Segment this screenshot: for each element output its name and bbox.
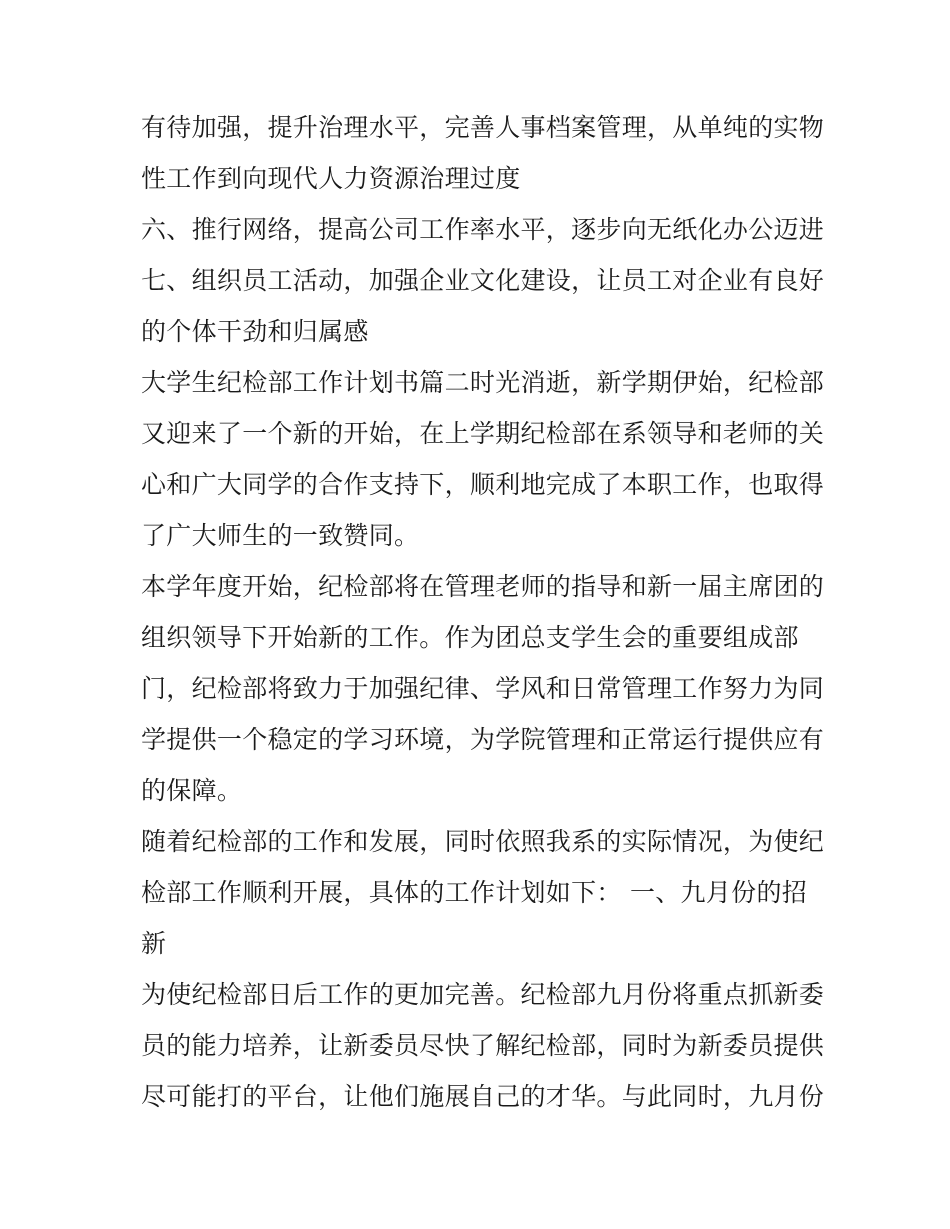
text-line: 学提供一个稳定的学习环境，为学院管理和正常运行提供应有 [141, 725, 825, 754]
text-line: 随着纪检部的工作和发展，同时依照我系的实际情况，为使纪 [141, 827, 825, 856]
text-line: 七、组织员工活动，加强企业文化建设，让员工对企业有良好 [141, 266, 825, 295]
text-line: 大学生纪检部工作计划书篇二时光消逝，新学期伊始，纪检部 [141, 368, 825, 397]
text-line: 检部工作顺利开展，具体的工作计划如下： 一、九月份的招 [141, 878, 808, 907]
text-line: 了广大师生的一致赞同。 [141, 521, 420, 550]
text-line: 心和广大同学的合作支持下，顺利地完成了本职工作，也取得 [141, 470, 825, 499]
text-line: 新 [141, 929, 167, 958]
text-line: 的个体干劲和归属感 [141, 317, 369, 346]
text-line: 六、推行网络，提高公司工作率水平，逐步向无纸化办公迈进 [141, 215, 825, 244]
text-line: 为使纪检部日后工作的更加完善。纪检部九月份将重点抓新委 [141, 980, 825, 1009]
text-line: 又迎来了一个新的开始，在上学期纪检部在系领导和老师的关 [141, 419, 825, 448]
text-line: 员的能力培养，让新委员尽快了解纪检部，同时为新委员提供 [141, 1031, 825, 1060]
text-line: 门，纪检部将致力于加强纪律、学风和日常管理工作努力为同 [141, 674, 825, 703]
text-line: 的保障。 [141, 776, 243, 805]
text-line: 尽可能打的平台，让他们施展自己的才华。与此同时，九月份 [141, 1082, 825, 1111]
text-line: 组织领导下开始新的工作。作为团总支学生会的重要组成部 [141, 623, 799, 652]
text-line: 性工作到向现代人力资源治理过度 [141, 164, 521, 193]
text-line: 本学年度开始，纪检部将在管理老师的指导和新一届主席团的 [141, 572, 825, 601]
text-line: 有待加强，提升治理水平，完善人事档案管理，从单纯的实物 [141, 113, 825, 142]
